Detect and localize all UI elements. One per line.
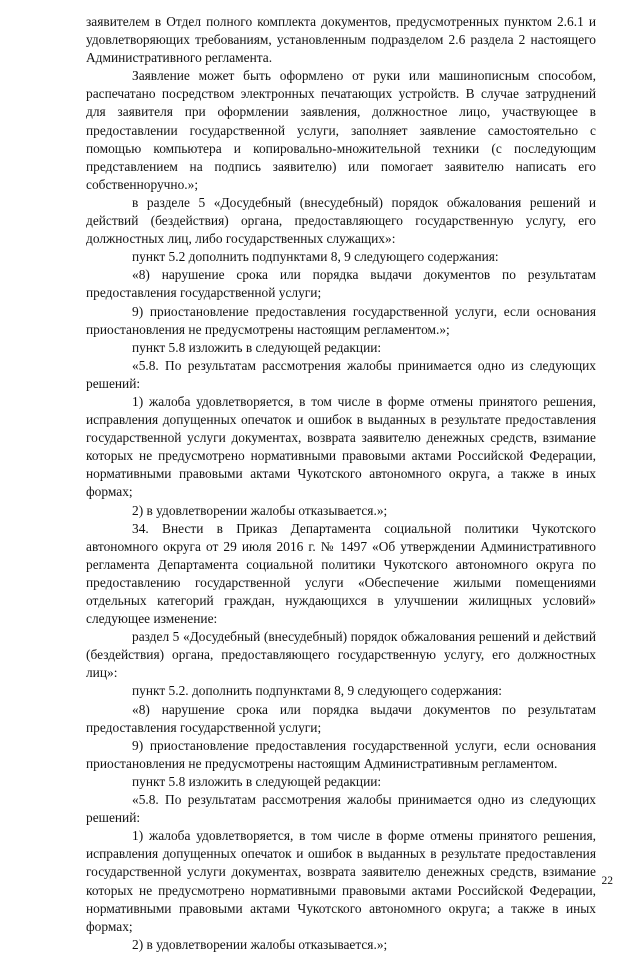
- paragraph-decision-1-second: 1) жалоба удовлетворяется, в том числе в форме отмены принятого решения, исправления допущенных опечаток и ошибок в выданных в результате предоставления государственной услуги документах, возврата заявителю денежных средств, взимание которых не предусмотрено нормативными правовыми актами Российской Федерации, нормативными правовыми актами Чукотского автономного округа; а также в иных формах;: [86, 828, 596, 934]
- paragraph-item-5-2-second: пункт 5.2. дополнить подпунктами 8, 9 следующего содержания:: [132, 683, 502, 699]
- paragraph-subitem-8-second: «8) нарушение срока или порядка выдачи документов по результатам предоставления государственной услуги;: [86, 701, 596, 735]
- paragraph-item-34: 34. Внести в Приказ Департамента социальной политики Чукотского автономного округа от 29 июля 2016 г. № 1497 «Об утверждении Административного регламента Департамента социальной политики Чукотского автономного округа по предоставлению государственной услуги «Обеспечение жилыми помещениями отдельных категорий граждан, нуждающихся в улучшении жилищных условий» следующее изменение:: [86, 520, 596, 627]
- paragraph-section-5-intro: в разделе 5 «Досудебный (внесудебный) порядок обжалования решений и действий (бездействия) органа, предоставляющего государственную услугу, его должностных лиц, либо государственных служащих»:: [86, 194, 596, 247]
- paragraph-5-8-text-second: «5.8. По результатам рассмотрения жалобы принимается одно из следующих решений:: [86, 792, 596, 826]
- paragraph-subitem-8: «8) нарушение срока или порядка выдачи документов по результатам предоставления государственной услуги;: [86, 267, 596, 301]
- paragraph-section-5-intro-2: раздел 5 «Досудебный (внесудебный) порядок обжалования решений и действий (бездействия) органа, предоставляющего государственную услугу, его должностных лиц»:: [86, 629, 596, 681]
- paragraph-subitem-9-second: 9) приостановление предоставления государственной услуги, если основания приостановления не предусмотрены настоящим Административным регламентом.: [86, 737, 596, 771]
- paragraph-item-5-8-second: пункт 5.8 изложить в следующей редакции:: [132, 773, 382, 789]
- paragraph-item-5-2: пункт 5.2 дополнить подпунктами 8, 9 следующего содержания:: [132, 249, 499, 265]
- paragraph-5-8-text: «5.8. По результатам рассмотрения жалобы принимается одно из следующих решений:: [86, 357, 596, 391]
- paragraph-application-form: Заявление может быть оформлено от руки или машинописным способом, распечатано посредством электронных печатающих устройств. В случае затруднений для заявителя при оформлении заявления, должностное лицо, участвующее в предоставлении государственной услуги, заполняет заявление самостоятельно с помощью компьютера и копировально-множительной техники (с последующим представлением на подпись заявителю) или помогает заявителю написать его собственноручно.»;: [86, 68, 596, 192]
- paragraph-continuation: заявителем в Отдел полного комплекта документов, предусмотренных пунктом 2.6.1 и удовлетворяющих требованиям, установленным подразделом 2.6 раздела 2 настоящего Административного регламента.: [86, 14, 596, 66]
- paragraph-decision-2: 2) в удовлетворении жалобы отказывается.»;: [132, 502, 388, 518]
- document-body: [86, 13, 596, 954]
- paragraph-decision-2-second: 2) в удовлетворении жалобы отказывается.»;: [132, 936, 388, 952]
- page-number: 22: [601, 875, 613, 887]
- paragraph-item-5-8: пункт 5.8 изложить в следующей редакции:: [132, 339, 382, 355]
- paragraph-decision-1: 1) жалоба удовлетворяется, в том числе в форме отмены принятого решения, исправления допущенных опечаток и ошибок в выданных в результате предоставления государственной услуги документах, возврата заявителю денежных средств, взимание которых не предусмотрено нормативными правовыми актами Российской Федерации, нормативными правовыми актами Чукотского автономного округа, а также в иных формах;: [86, 393, 596, 500]
- paragraph-subitem-9: 9) приостановление предоставления государственной услуги, если основания приостановления не предусмотрены настоящим регламентом.»;: [86, 303, 596, 337]
